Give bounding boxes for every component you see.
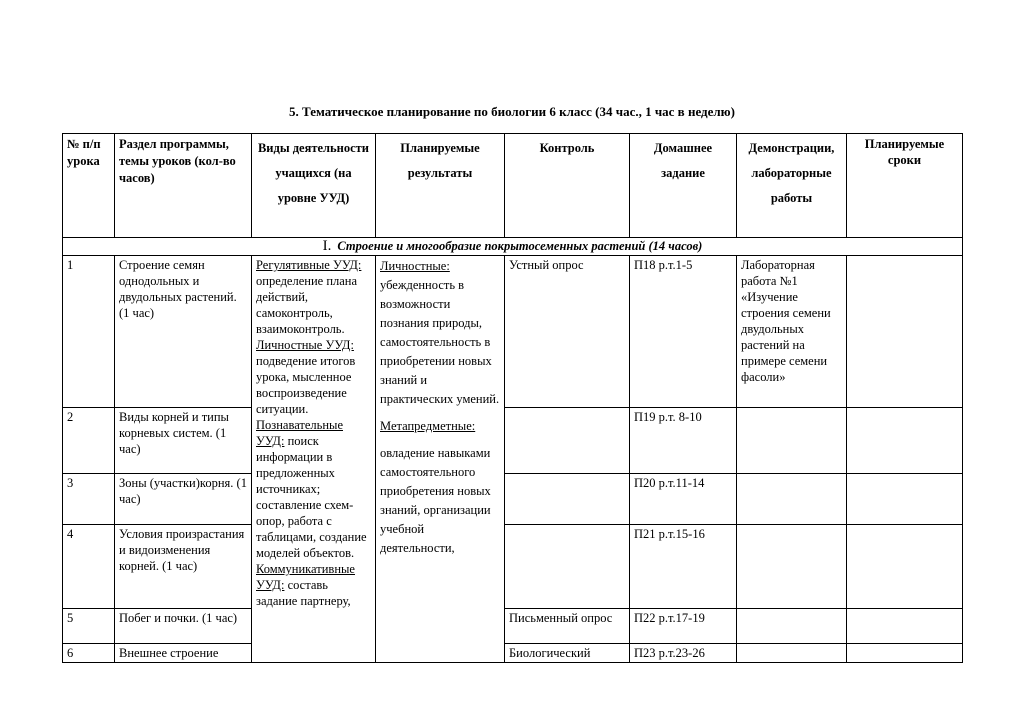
section-row [63,238,963,256]
table-row [63,256,963,408]
row-demo [737,525,847,609]
header-num: № п/п урока [63,134,115,238]
header-activity: Виды деятельности учащихся (на уровне УУД) [252,134,376,238]
activity-cell [252,256,376,663]
row-num: 3 [63,474,115,525]
row-num: 6 [63,644,115,663]
row-control [505,525,630,609]
row-homework: П19 р.т. 8-10 [630,408,737,474]
row-topic: Строение семян однодольных и двудольных растений. (1 час) [115,256,252,408]
row-homework: П21 р.т.15-16 [630,525,737,609]
row-homework: П20 р.т.11-14 [630,474,737,525]
pozn-label: Познавательные УУД: [256,418,343,448]
row-demo [737,474,847,525]
table-row [63,525,963,609]
row-num: 1 [63,256,115,408]
row-dates [847,525,963,609]
row-dates [847,644,963,663]
lich-label: Личностные УУД: [256,338,354,352]
row-num: 5 [63,609,115,644]
results-lich-text: убежденность в возможности познания природы, самостоятельность в приобретении новых знаний и практических умений. [380,278,500,406]
row-dates [847,609,963,644]
row-control: Устный опрос [505,256,630,408]
row-demo [737,644,847,663]
row-dates [847,474,963,525]
results-lich-label: Личностные: [380,259,450,273]
reg-text: определение плана действий, самоконтроль, взаимоконтроль. [256,274,358,336]
results-meta-text: овладение навыками самостоятельного приобретения новых знаний, организации учебной деятельности, [380,446,491,555]
row-num: 4 [63,525,115,609]
row-topic: Условия произрастания и видоизменения корней. (1 час) [115,525,252,609]
header-results: Планируемые результаты [376,134,505,238]
section-title-cell [63,238,963,256]
komm-label: Коммуникативные УУД: [256,562,355,592]
table-row [63,609,963,644]
header-row [63,134,963,238]
results-meta-label: Метапредметные: [380,419,476,433]
row-control [505,474,630,525]
row-dates [847,408,963,474]
row-topic: Внешнее строение [115,644,252,663]
pozn-text: поиск информации в предложенных источниках; составление схем-опор, работа с таблицами, создание моделей объектов. [256,434,367,560]
results-cell [376,256,505,663]
header-section: Раздел программы, темы уроков (кол-во часов) [115,134,252,238]
header-dates: Планируемые сроки [847,134,963,238]
results-meta-block [380,417,500,436]
row-homework: П23 р.т.23-26 [630,644,737,663]
section-title: Строение и многообразие покрытосеменных растений (14 часов) [337,239,703,253]
row-topic: Побег и почки. (1 час) [115,609,252,644]
row-num: 2 [63,408,115,474]
row-topic: Зоны (участки)корня. (1 час) [115,474,252,525]
reg-label: Регулятивные УУД: [256,258,362,272]
header-control: Контроль [505,134,630,238]
row-control: Письменный опрос [505,609,630,644]
header-homework: Домашнее задание [630,134,737,238]
komm-text: составь задание партнеру, [256,578,351,608]
row-homework: П22 р.т.17-19 [630,609,737,644]
row-control: Биологический [505,644,630,663]
row-demo [737,609,847,644]
table-row [63,644,963,663]
planning-table [62,133,963,663]
row-demo [737,408,847,474]
row-dates [847,256,963,408]
table-row [63,474,963,525]
row-topic: Виды корней и типы корневых систем. (1 час) [115,408,252,474]
page-title: 5. Тематическое планирование по биологии 6 класс (34 час., 1 час в неделю) [289,104,735,119]
lich-text: подведение итогов урока, мысленное воспроизведение ситуации. [256,354,356,416]
table-row [63,408,963,474]
row-homework: П18 р.т.1-5 [630,256,737,408]
header-demo: Демонстрации, лабораторные работы [737,134,847,238]
row-demo: Лабораторная работа №1 «Изучение строения семени двудольных растений на примере семени фасоли» [737,256,847,408]
section-roman: I. [322,238,332,254]
row-control [505,408,630,474]
